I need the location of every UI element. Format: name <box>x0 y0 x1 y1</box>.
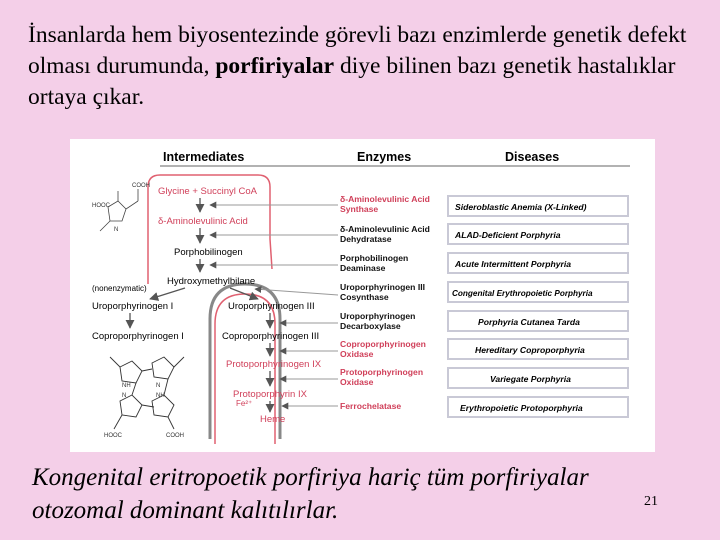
disease-1: Sideroblastic Anemia (X-Linked) <box>455 202 587 212</box>
intermediate-protoporphyrin: Protoporphyrin IX <box>233 389 307 400</box>
intermediate-pbg: Porphobilinogen <box>174 247 243 258</box>
enzyme-4-line2: Cosynthase <box>340 292 389 302</box>
pbg-structure-drawing <box>100 189 138 231</box>
intermediate-uro3: Uroporphyrinogen III <box>228 301 315 312</box>
pointer-enzyme-4 <box>255 289 338 295</box>
pbg-label-n: N <box>114 227 119 233</box>
intermediate-hmb: Hydroxymethylbilane <box>167 276 256 287</box>
pbg-label-hooc: HOOC <box>92 203 110 209</box>
heme-label-n-2: N <box>122 393 127 399</box>
header-enzymes: Enzymes <box>357 150 412 164</box>
disease-2: ALAD-Deficient Porphyria <box>455 230 561 240</box>
pbg-bond-4 <box>100 221 110 231</box>
disease-5: Porphyria Cutanea Tarda <box>478 317 580 327</box>
disease-4: Congenital Erythropoietic Porphyria <box>452 289 593 298</box>
intermediate-copro1: Coproporphyrinogen I <box>92 331 184 342</box>
pbg-ring <box>108 201 126 221</box>
side-chain-4 <box>168 417 174 429</box>
header-intermediates: Intermediates <box>163 150 245 164</box>
disease-6: Hereditary Coproporphyria <box>475 345 585 355</box>
bridge-2 <box>132 383 136 395</box>
disease-3: Acute Intermittent Porphyria <box>455 259 572 269</box>
enzyme-1-line2: Synthase <box>340 204 379 214</box>
intro-paragraph <box>28 20 698 113</box>
pbg-label-cooh: COOH <box>132 183 150 189</box>
pathway-diagram <box>70 139 655 452</box>
enzyme-4-line1: Uroporphyrinogen III <box>340 282 425 292</box>
enzyme-5-line2: Decarboxylase <box>340 321 401 331</box>
heme-label-hooc: HOOC <box>104 433 122 439</box>
page-number: 21 <box>644 494 658 509</box>
intermediate-uro1: Uroporphyrinogen I <box>92 301 174 312</box>
pbg-bond-2 <box>126 201 138 209</box>
bridge-1 <box>142 369 152 371</box>
enzyme-5-line1: Uroporphyrinogen <box>340 311 416 321</box>
enzyme-7-line2: Oxidase <box>340 377 374 387</box>
side-chain-1 <box>110 357 120 367</box>
label-nonenzymatic: (nonenzymatic) <box>92 284 147 293</box>
enzyme-column <box>340 194 430 411</box>
heme-label-n-1: N <box>156 383 161 389</box>
enzyme-3-line2: Deaminase <box>340 263 386 273</box>
intro-text-1: İnsanlarda hem biyosentezinde görevli bazı enzimlerde genetik defekt olması durumunda, <box>28 22 687 79</box>
heme-label-nh-2: NH <box>156 393 165 399</box>
arrow-to-uro1 <box>150 288 185 299</box>
pyrrole-ring-2 <box>152 357 174 379</box>
arrow-to-uro3 <box>230 288 258 299</box>
intermediate-fe: Fe²⁺ <box>236 399 253 408</box>
intro-bold-term: porfiriyalar <box>215 53 335 79</box>
intermediate-ala: δ-Aminolevulinic Acid <box>158 216 248 227</box>
disease-column <box>448 196 628 417</box>
disease-8: Erythropoietic Protoporphyria <box>460 403 583 413</box>
header-diseases: Diseases <box>505 150 560 164</box>
intermediate-copro3: Coproporphyrinogen III <box>222 331 320 342</box>
side-chain-3 <box>114 415 122 429</box>
enzyme-8-line1: Ferrochelatase <box>340 401 402 411</box>
intermediate-heme: Heme <box>260 414 286 425</box>
disease-7: Variegate Porphyria <box>490 374 571 384</box>
heme-label-nh-1: NH <box>122 383 131 389</box>
pyrrole-ring-1 <box>120 361 142 383</box>
heme-label-cooh: COOH <box>166 433 184 439</box>
enzyme-7-line1: Protoporphyrinogen <box>340 367 424 377</box>
intermediate-proto9: Protoporphyrinogen IX <box>226 359 322 370</box>
enzyme-1-line1: δ-Aminolevulinic Acid <box>340 194 430 204</box>
intro-text-2: diye bilinen bazı genetik hastalıklar ortaya çıkar. <box>28 53 676 110</box>
enzyme-6-line2: Oxidase <box>340 349 374 359</box>
side-chain-2 <box>174 357 184 367</box>
intermediate-glycine: Glycine + Succinyl CoA <box>158 186 257 197</box>
caption: Kongenital eritropoetik porfiriya hariç tüm porfiriyalar otozomal dominant kalıtılırlar. <box>32 464 589 524</box>
enzyme-6-line1: Coproporphyrinogen <box>340 339 426 349</box>
enzyme-2-line2: Dehydratase <box>340 234 392 244</box>
enzyme-3-line1: Porphobilinogen <box>340 253 409 263</box>
heme-pathway-figure <box>70 139 655 452</box>
enzyme-2-line1: δ-Aminolevulinic Acid <box>340 224 430 234</box>
